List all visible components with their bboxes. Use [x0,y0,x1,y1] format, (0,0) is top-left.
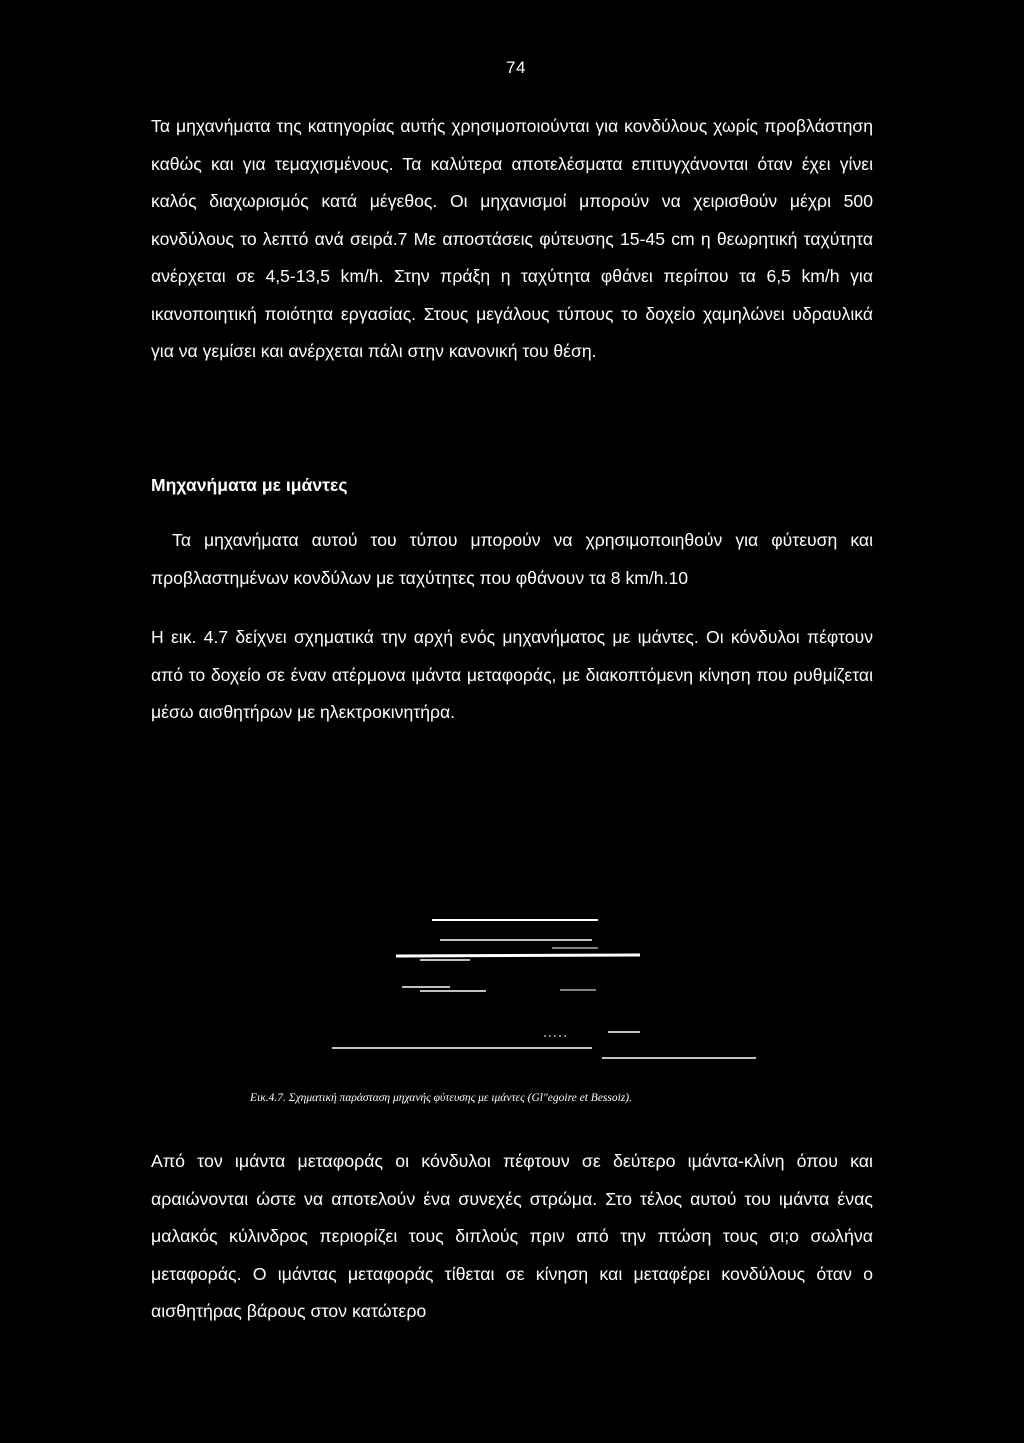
paragraph-belt-machines-intro: Τα μηχανήματα αυτού του τύπου μπορούν να χρησιμοποιηθούν για φύτευση και προβλαστημένων κονδύλων με ταχύτητες που φθάνουν τα 8 km/h.10 [151,530,873,588]
paragraph-figure-reference: Η εικ. 4.7 δείχνει σχηματικά την αρχή ενός μηχανήματος με ιμάντες. Οι κόνδυλοι πέφτουν από το δοχείο σε έναν ατέρμονα ιμάντα μεταφοράς, με διακοπτόμενη κίνηση που ρυθμίζεται μέσω αισθητήρων με ηλεκτροκινητήρα. [151,627,873,722]
figure-faded-lines [330,908,770,1088]
paragraph-planting-speed: Τα μηχανήματα της κατηγορίας αυτής χρησιμοποιούνται για κονδύλους χωρίς προβλάστηση καθώς και για τεμαχισμένους. Τα καλύτερα αποτελέσματα επιτυγχάνονται όταν έχει γίνει καλός διαχωρισμός κατά μέγεθος. Οι μηχανισμοί μπορούν να χειρισθούν μέχρι 500 κονδύλους το λεπτό ανά σειρά.7 Με αποστάσεις φύτευσης 15-45 cm η θεωρητική ταχύτητα ανέρχεται σε 4,5-13,5 km/h. Στην πράξη η ταχύτητα φθάνει περίπου τα 6,5 km/h για ικανοποιητική ποιότητα εργασίας. Στους μεγάλους τύπους το δοχείο χαμηλώνει υδραυλικά για να γεμίσει και ανέρχεται πάλι στην κανονική του θέση. [151,116,873,361]
paragraph-conveyor-description: Από τον ιμάντα μεταφοράς οι κόνδυλοι πέφτουν σε δεύτερο ιμάντα-κλίνη όπου και αραιώνονται ώστε να αποτελούν ένα συνεχές στρώμα. Στο τέλος αυτού του ιμάντα ένας μαλακός κύλινδρος περιορίζει τους διπλούς πριν από την πτώση τους σι;ο σωλήνα μεταφοράς. Ο ιμάντας μεταφοράς τίθεται σε κίνηση και μεταφέρει κονδύλους όταν ο αισθητήρας βάρους στον κατώτερο [151,1151,873,1321]
section-heading-belt-machines: Μηχανήματα με ιμάντες [151,475,348,495]
figure-belt-planter-diagram [330,908,770,1088]
figure-caption: Εικ.4.7. Σχηματική παράσταση μηχανής φύτευσης με ιμάντες (Gl"egoire et Bessoiz). [250,1092,632,1104]
page-number: 74 [506,58,526,77]
diagram-line [396,955,640,956]
